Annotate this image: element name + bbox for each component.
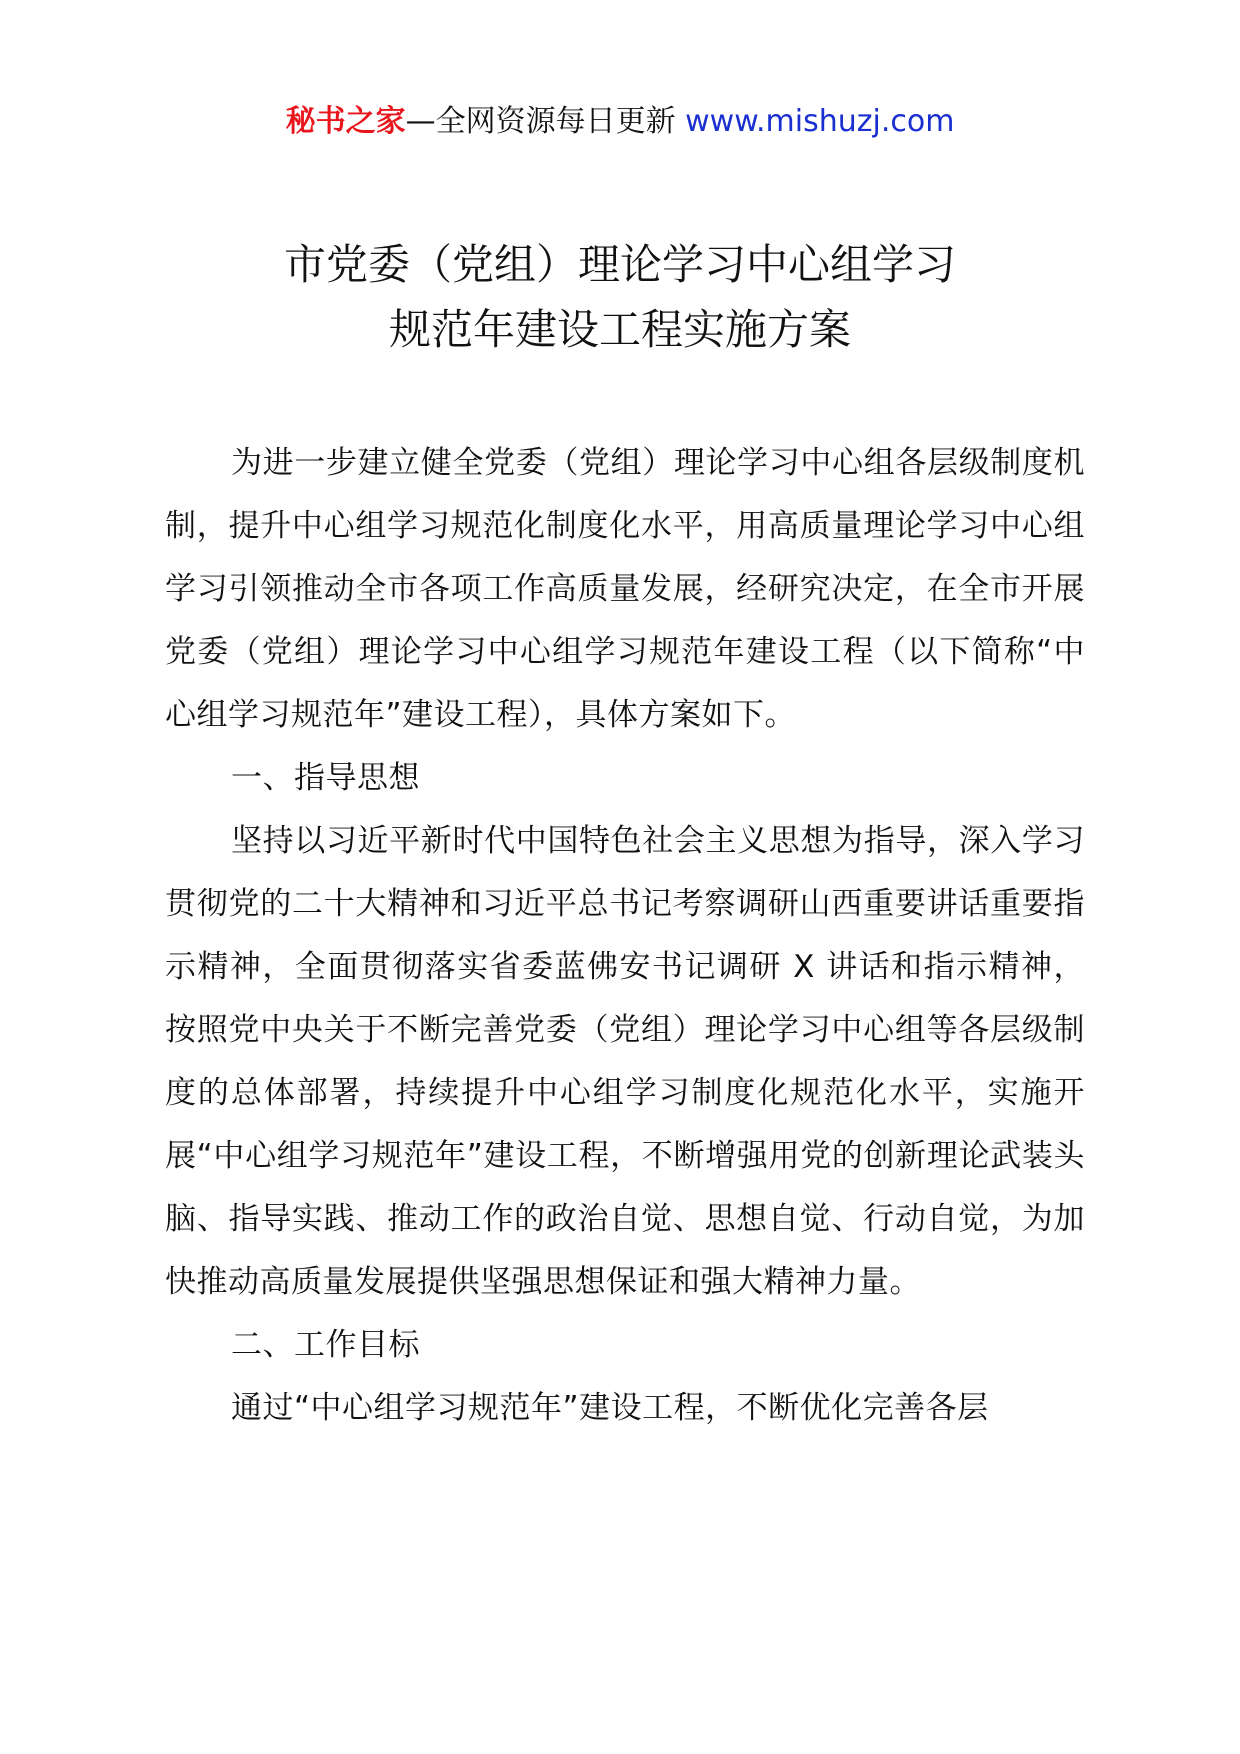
section-1-paragraph: 坚持以习近平新时代中国特色社会主义思想为指导，深入学习贯彻党的二十大精神和习近平总书记考察调研山西重要讲话重要指示精神，全面贯彻落实省委蓝佛安书记调研 X 讲话和指示精神，按照党中央关于不断完善党委（党组）理论学习中心组等各层级制度的总体部署，持续提升中心组学习制度化规范化水平，实施开展“中心组学习规范年”建设工程，不断增强用党的创新理论武装头脑、指导实践、推动工作的政治自觉、思想自觉、行动自觉，为加快推动高质量发展提供坚强思想保证和强大精神力量。 bbox=[165, 823, 1085, 1300]
title-line-2: 规范年建设工程实施方案 bbox=[388, 305, 851, 354]
site-url[interactable]: www.mishuzj.com bbox=[685, 104, 955, 139]
section-2-paragraph: 通过“中心组学习规范年”建设工程，不断优化完善各层 bbox=[231, 1390, 989, 1426]
section-heading-1: 一、指导思想 bbox=[231, 760, 420, 796]
title-line-1: 市党委（党组）理论学习中心组学习 bbox=[283, 240, 956, 289]
site-brand: 秘书之家 bbox=[285, 104, 406, 139]
intro-paragraph: 为进一步建立健全党委（党组）理论学习中心组各层级制度机制，提升中心组学习规范化制度化水平，用高质量理论学习中心组学习引领推动全市各项工作高质量发展，经研究决定，在全市开展党委（党组）理论学习中心组学习规范年建设工程（以下简称“中心组学习规范年”建设工程），具体方案如下。 bbox=[165, 445, 1085, 733]
site-header bbox=[0, 100, 1240, 144]
document-title bbox=[0, 232, 1240, 362]
site-slogan: —全网资源每日更新 bbox=[405, 104, 676, 139]
section-heading-2: 二、工作目标 bbox=[231, 1327, 420, 1363]
document-body bbox=[165, 432, 1085, 1440]
